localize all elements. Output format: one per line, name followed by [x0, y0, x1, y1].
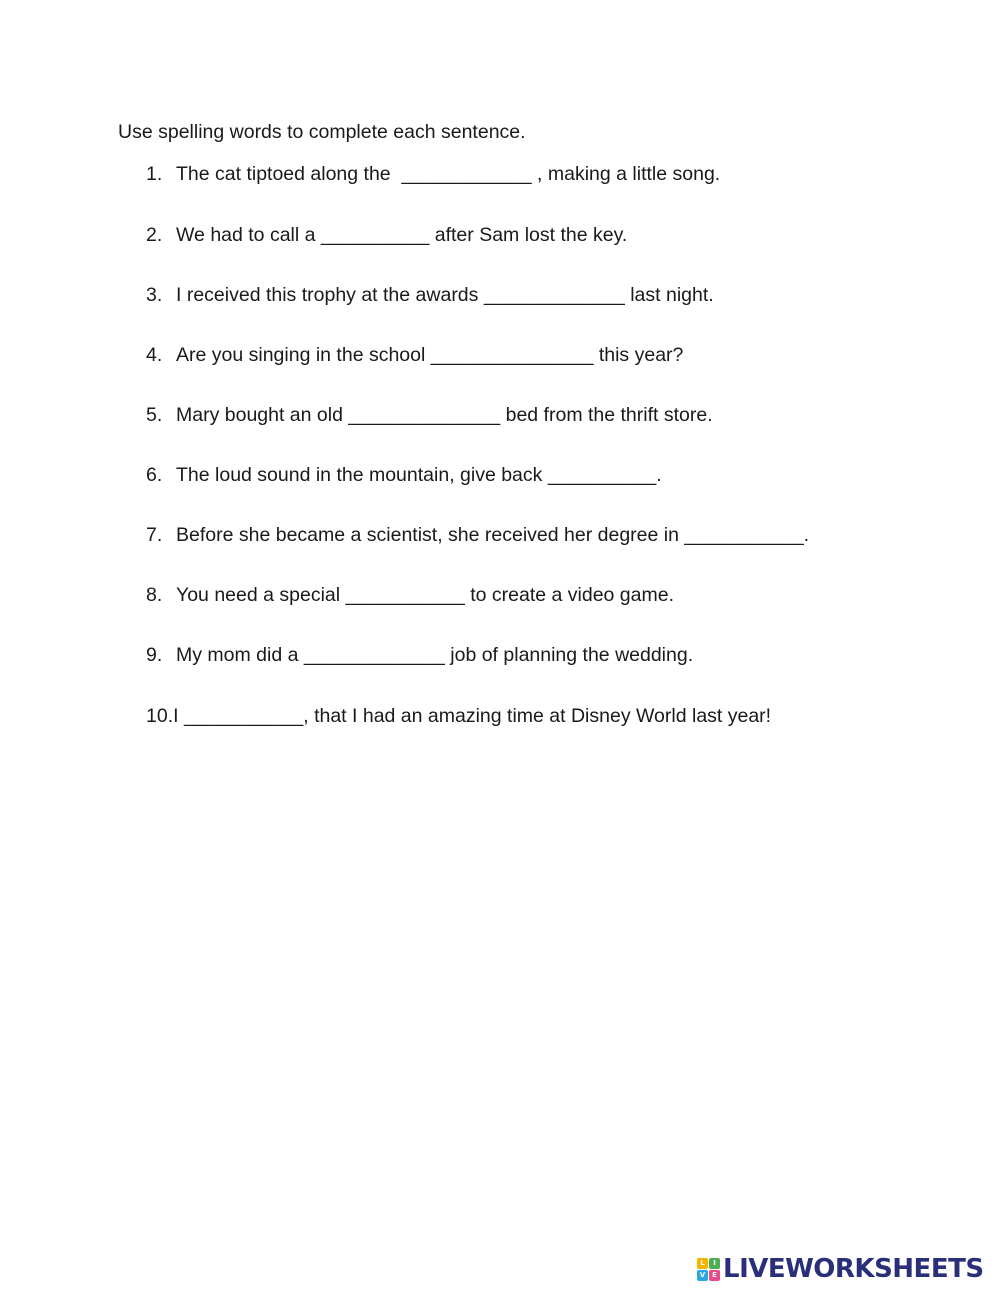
- logo-mark-letter: L: [697, 1258, 708, 1269]
- question-number: 10.: [146, 705, 174, 727]
- logo-mark-letter: V: [697, 1270, 708, 1281]
- question-text: The cat tiptoed along the ____________ , making a little song.: [176, 163, 721, 185]
- logo-wordmark: LIVEWORKSHEETS: [723, 1254, 984, 1284]
- question-item: [146, 282, 714, 308]
- question-text: You need a special ___________ to create a video game.: [176, 584, 675, 606]
- question-item: [146, 402, 713, 428]
- question-item: [146, 703, 771, 729]
- question-number: 8.: [146, 584, 163, 606]
- question-number: 7.: [146, 524, 163, 546]
- logo-mark-letter: E: [709, 1270, 720, 1281]
- question-text: I ___________, that I had an amazing time at Disney World last year!: [173, 705, 772, 727]
- question-item: [146, 462, 662, 488]
- question-item: [146, 642, 693, 668]
- question-number: 3.: [146, 284, 163, 306]
- question-number: 4.: [146, 344, 163, 366]
- question-number: 5.: [146, 404, 163, 426]
- question-number: 9.: [146, 644, 163, 666]
- question-number: 2.: [146, 224, 163, 246]
- question-number: 6.: [146, 464, 163, 486]
- logo-mark-letter: I: [709, 1258, 720, 1269]
- question-item: [146, 161, 720, 187]
- question-text: We had to call a __________ after Sam lost the key.: [176, 224, 628, 246]
- question-text: Are you singing in the school _______________ this year?: [176, 344, 684, 366]
- question-item: [146, 222, 627, 248]
- question-item: [146, 342, 683, 368]
- question-text: Mary bought an old ______________ bed from the thrift store.: [176, 404, 713, 426]
- instructions-text: Use spelling words to complete each sentence.: [118, 121, 526, 143]
- liveworksheets-logo[interactable]: [697, 1254, 984, 1284]
- question-item: [146, 522, 809, 548]
- question-text: Before she became a scientist, she received her degree in ___________.: [176, 524, 810, 546]
- question-text: I received this trophy at the awards _____________ last night.: [176, 284, 714, 306]
- question-text: My mom did a _____________ job of planning the wedding.: [176, 644, 694, 666]
- question-text: The loud sound in the mountain, give back __________.: [176, 464, 662, 486]
- question-item: [146, 582, 674, 608]
- question-number: 1.: [146, 163, 163, 185]
- logo-mark-icon: [697, 1258, 720, 1281]
